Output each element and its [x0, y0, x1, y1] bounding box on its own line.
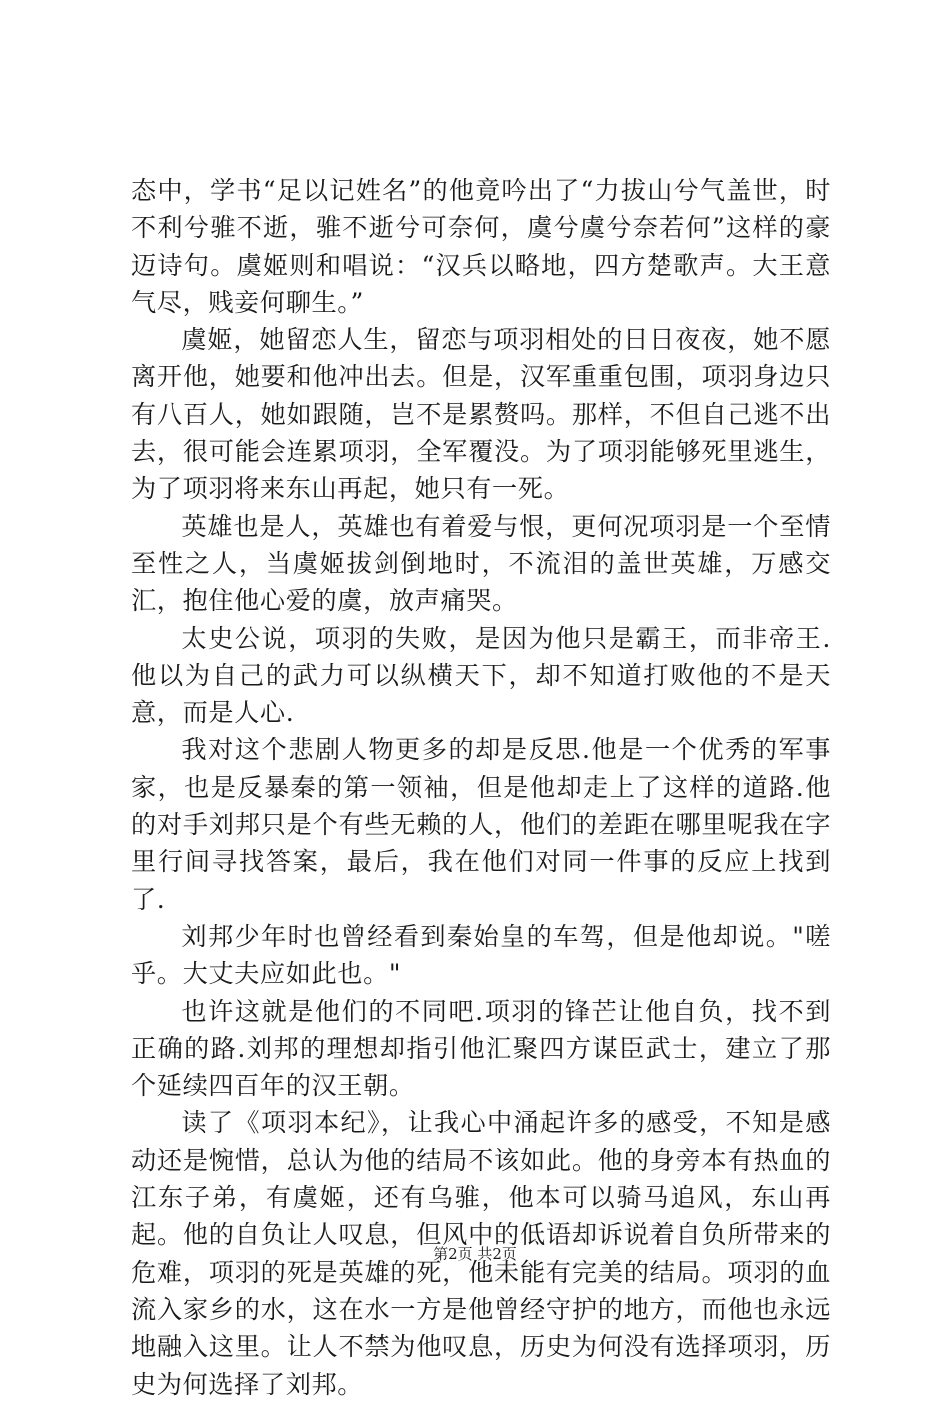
paragraph-6: 刘邦少年时也曾经看到秦始皇的车驾，但是他却说。"嗟乎。大丈夫应如此也。" — [131, 921, 831, 989]
paragraph-2: 虞姬，她留恋人生，留恋与项羽相处的日日夜夜，她不愿离开他，她要和他冲出去。但是，汉军重重包围，项羽身边只有八百人，她如跟随，岂不是累赘吗。那样，不但自己逃不出去，很可能会连累项羽，全军覆没。为了项羽能够死里逃生，为了项羽将来东山再起，她只有一死。 — [131, 325, 831, 504]
paragraph-3: 英雄也是人，英雄也有着爱与恨，更何况项羽是一个至情至性之人，当虞姬拔剑倒地时，不流泪的盖世英雄，万感交汇，抱住他心爱的虞，放声痛哭。 — [131, 511, 831, 616]
paragraph-8: 读了《项羽本纪》，让我心中涌起许多的感受，不知是感动还是惋惜，总认为他的结局不该如此。他的身旁本有热血的江东子弟，有虞姬，还有乌骓，他本可以骑马追风，东山再起。他的自负让人叹息，但风中的低语却诉说着自负所带来的危难，项羽的死是英雄的死，他未能有完美的结局。项羽的血流入家乡的水，这在水一方是他曾经守护的地方，而他也永远地融入这里。让人不禁为他叹息，历史为何没有选择项羽，历史为何选择了刘邦。 — [131, 1108, 831, 1399]
page-footer: 第2页 共2页 — [433, 1245, 517, 1263]
document-body — [131, 172, 831, 1403]
paragraph-5: 我对这个悲剧人物更多的却是反思.他是一个优秀的军事家，也是反暴秦的第一领袖，但是他却走上了这样的道路.他的对手刘邦只是个有些无赖的人，他们的差距在哪里呢我在字里行间寻找答案，最后，我在他们对同一件事的反应上找到了. — [131, 735, 831, 914]
paragraph-4: 太史公说，项羽的失败，是因为他只是霸王，而非帝王.他以为自己的武力可以纵横天下，却不知道打败他的不是天意，而是人心. — [131, 623, 831, 728]
paragraph-1: 态中，学书“足以记姓名”的他竟吟出了“力拔山兮气盖世，时不利兮骓不逝，骓不逝兮可奈何，虞兮虞兮奈若何”这样的豪迈诗句。虞姬则和唱说：“汉兵以略地，四方楚歌声。大王意气尽，贱妾何聊生。” — [131, 176, 831, 317]
paragraph-7: 也许这就是他们的不同吧.项羽的锋芒让他自负，找不到正确的路.刘邦的理想却指引他汇聚四方谋臣武士，建立了那个延续四百年的汉王朝。 — [131, 996, 831, 1101]
